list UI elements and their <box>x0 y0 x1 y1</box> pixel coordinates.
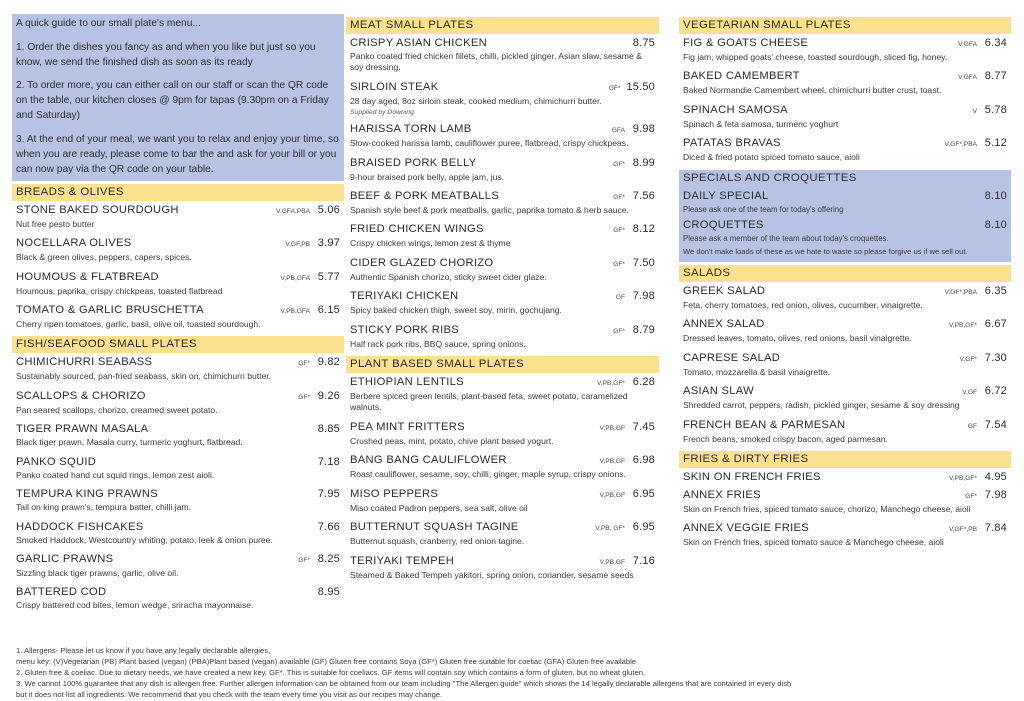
item-description: Skin on French fries, spiced tomato sauce, chorizo, Manchego cheese, aioli <box>683 503 971 514</box>
item-row <box>350 80 655 96</box>
menu-section <box>679 265 1011 445</box>
item-name: TOMATO & GARLIC BRUSCHETTA <box>16 304 204 317</box>
item-price: 4.95 <box>984 470 1007 483</box>
item-name: STONE BAKED SOURDOUGH <box>16 203 179 216</box>
item-price: 5.12 <box>984 137 1007 150</box>
menu-item <box>346 453 659 480</box>
item-row <box>350 36 655 51</box>
menu-item <box>346 487 659 514</box>
item-description: Berbere spiced green lentils, plant-based feta, sweet potato, caramelized walnuts. <box>350 391 628 413</box>
item-name: PANKO SQUID <box>16 455 97 468</box>
item-description: Dressed leaves, tomato, olives, red onions, basil vinaigrette. <box>683 333 912 344</box>
menu-item <box>12 455 344 481</box>
item-description: Steamed & Baked Tempeh yakitori, spring onion, coriander, sesame seeds <box>350 569 634 580</box>
item-row <box>350 156 655 172</box>
menu-section <box>12 336 344 611</box>
item-row <box>350 323 655 339</box>
item-name: ETHIOPIAN LENTILS <box>350 376 464 389</box>
item-description: Skin on French fries, spiced tomato sauce & Manchego cheese, aioli <box>683 537 944 548</box>
item-price: 7.84 <box>984 522 1007 535</box>
item-name: FRIED CHICKEN WINGS <box>350 223 484 236</box>
item-price: 8.75 <box>632 37 655 49</box>
menu-item <box>12 203 344 230</box>
menu-item <box>679 218 1011 244</box>
item-price: 8.10 <box>984 219 1007 232</box>
item-dietary-tags: GF* <box>613 227 625 235</box>
item-row <box>683 136 1007 152</box>
middle-column <box>346 14 659 587</box>
item-name: GARLIC PRAWNS <box>16 552 114 565</box>
item-price: 8.79 <box>632 323 655 336</box>
item-description: Black tiger prawn, Masala curry, turmeric yoghurt, flatbread. <box>16 437 243 448</box>
item-row <box>350 420 655 436</box>
item-row <box>350 375 655 391</box>
menu-item <box>346 554 659 581</box>
item-description: Roast cauliflower, sesame, soy, chilli, ginger, maple syrup, crispy onions. <box>350 469 626 480</box>
item-row <box>683 384 1007 400</box>
menu-section <box>679 451 1011 549</box>
item-dietary-tags: V <box>972 107 977 115</box>
section-heading: BREADS & OLIVES <box>12 184 344 201</box>
menu-item <box>679 521 1011 548</box>
item-dietary-tags: V,GF,PB <box>285 241 310 249</box>
item-price: 8.25 <box>317 552 340 565</box>
guide-title: A quick guide to our small plate's menu... <box>16 18 201 29</box>
item-description: Houmous, paprika, crispy chickpeas, toasted flatbread <box>16 285 223 296</box>
item-price: 7.98 <box>632 290 655 303</box>
item-name: ANNEX VEGGIE FRIES <box>683 522 810 535</box>
item-price: 9.98 <box>632 123 655 136</box>
item-row <box>16 552 340 568</box>
item-price: 7.54 <box>984 418 1007 431</box>
item-dietary-tags: GF* <box>613 327 625 335</box>
item-dietary-tags: V,PB,GFA <box>280 308 310 316</box>
item-price: 6.35 <box>984 284 1007 297</box>
item-row <box>16 303 340 319</box>
item-description: Sustainably sourced, pan-fried seabass, skin on, chimichurri butter. <box>16 371 272 382</box>
item-row <box>350 453 655 469</box>
middle-menu-sections <box>346 17 659 581</box>
menu-item <box>346 375 659 414</box>
section-heading: SPECIALS AND CROQUETTES <box>679 170 1011 187</box>
item-description: Tail on king prawn's, tempura batter, chilli jam. <box>16 502 192 513</box>
right-column <box>679 14 1011 555</box>
guide-paragraph: 1. Order the dishes you fancy as and when you like but just so you know, we send the finished dish as soon as its ready <box>16 42 316 69</box>
item-price: 8.95 <box>317 586 340 599</box>
item-price: 7.18 <box>317 455 340 468</box>
item-dietary-tags: GF* <box>613 194 625 202</box>
item-row <box>16 487 340 502</box>
item-description: Feta, cherry tomatoes, red onion, olives, cucumber, vinaigrette. <box>683 299 923 310</box>
item-name: CRISPY ASIAN CHICKEN <box>350 37 487 49</box>
item-description: Please ask a member of the team about today's croquettes. <box>683 234 889 244</box>
menu-section <box>12 184 344 331</box>
item-row <box>350 554 655 570</box>
item-row <box>683 351 1007 367</box>
item-description: Please ask one of the team for today's offering <box>683 204 844 214</box>
item-description: Half rack pork ribs, BBQ sauce, spring onions. <box>350 338 526 349</box>
left-menu-sections <box>12 184 344 612</box>
item-row <box>350 122 655 138</box>
menu-section <box>346 356 659 581</box>
item-description: Cherry ripen tomatoes, garlic, basil, olive oil, toasted sourdough. <box>16 319 261 330</box>
item-row <box>683 36 1007 52</box>
menu-item <box>12 355 344 382</box>
item-price: 8.85 <box>317 423 340 436</box>
footnote-line: 2. Gluten free & coeliac. Due to dietary needs, we have created a new key, GF*. This is suitable for coeliacs. GF items will contain soy which contains a form of gluten, but no wheat gluten. <box>16 668 646 677</box>
item-description: Black & green olives, peppers, capers, spices. <box>16 252 192 263</box>
item-price: 9.26 <box>317 389 340 402</box>
specials-box <box>679 170 1011 262</box>
item-name: HOUMOUS & FLATBREAD <box>16 270 159 283</box>
item-row <box>16 455 340 470</box>
menu-item <box>12 487 344 513</box>
menu-item <box>346 289 659 316</box>
guide-paragraph: 2. To order more, you can either call on our staff or scan the QR code on the table, our kitchen closes @ 9pm for tapas (9.30pm on a Friday and Saturday) <box>16 80 329 122</box>
item-price: 6.95 <box>632 521 655 534</box>
item-name: TERIYAKI TEMPEH <box>350 554 455 567</box>
item-name: FIG & GOATS CHEESE <box>683 37 809 49</box>
item-dietary-tags: GF* <box>965 492 977 500</box>
item-dietary-tags: GF <box>967 422 977 430</box>
menu-item <box>346 323 659 350</box>
item-name: HARISSA TORN LAMB <box>350 123 472 136</box>
menu-item <box>346 156 659 183</box>
specials-note: We don't make loads of these as we hate to waste so please forgive us if we sell out. <box>683 247 968 257</box>
menu-item <box>679 136 1011 163</box>
item-name: BANG BANG CAULIFLOWER <box>350 454 507 467</box>
item-description: Spanish style beef & pork meatballs, garlic, paprika tomato & herb sauce. <box>350 205 629 216</box>
item-row <box>16 585 340 600</box>
item-dietary-tags: V,GF <box>962 389 977 397</box>
item-description: Crispy battered cod bites, lemon wedge, sriracha mayonnaise. <box>16 600 254 611</box>
menu-item <box>679 69 1011 96</box>
item-description: Nut free pesto butter <box>16 218 95 229</box>
item-price: 7.95 <box>317 488 340 501</box>
item-name: PEA MINT FRITTERS <box>350 420 465 433</box>
menu-item <box>679 103 1011 130</box>
item-price: 5.77 <box>317 270 340 283</box>
item-name: NOCELLARA OLIVES <box>16 237 132 250</box>
item-price: 7.66 <box>317 520 340 533</box>
item-name: BATTERED COD <box>16 586 107 599</box>
item-row <box>16 389 340 405</box>
item-name: HADDOCK FISHCAKES <box>16 520 144 533</box>
item-price: 7.56 <box>632 190 655 203</box>
menu-item <box>346 222 659 249</box>
footnote-line: 3. We cannot 100% guarantee that any dish is allergen free. Further allergen information can be obtained from our team including "The Allergen guide" which shows the 14 legally declarable allergens that are contained in every dish <box>16 679 792 688</box>
item-dietary-tags: GFA <box>611 127 625 135</box>
menu-item <box>679 284 1011 311</box>
section-heading: FRIES & DIRTY FRIES <box>679 451 1011 468</box>
item-name: CHIMICHURRI SEABASS <box>16 356 153 369</box>
menu-section <box>346 17 659 350</box>
item-name: TEMPURA KING PRAWNS <box>16 488 159 501</box>
item-price: 7.30 <box>984 351 1007 364</box>
item-price: 7.16 <box>632 554 655 567</box>
item-row <box>16 203 340 219</box>
section-heading: PLANT BASED SMALL PLATES <box>346 356 659 373</box>
item-dietary-tags: V,PB,GF <box>599 458 625 466</box>
item-description: Butternut squash, cranberry, red onion tagine. <box>350 536 525 547</box>
item-price: 9.82 <box>317 356 340 369</box>
item-price: 6.15 <box>317 304 340 317</box>
menu-item <box>346 122 659 149</box>
item-name: SIRLOIN STEAK <box>350 80 439 93</box>
item-row <box>16 236 340 252</box>
item-row <box>683 317 1007 333</box>
item-row <box>683 418 1007 434</box>
item-dietary-tags: V,PB,GF <box>599 491 625 499</box>
item-row <box>16 270 340 286</box>
item-dietary-tags: V,PB,GF* <box>949 322 977 330</box>
item-dietary-tags: V,GFA <box>958 41 977 48</box>
item-description: Sizzling black tiger prawns, garlic, olive oil. <box>16 567 179 578</box>
item-price: 6.72 <box>984 385 1007 398</box>
item-row <box>16 422 340 437</box>
item-name: SCALLOPS & CHORIZO <box>16 389 146 402</box>
menu-item <box>679 317 1011 344</box>
item-price: 7.98 <box>984 488 1007 501</box>
item-price: 3.97 <box>317 237 340 250</box>
item-dietary-tags: GF <box>615 294 625 302</box>
menu-item <box>346 80 659 117</box>
item-row <box>683 284 1007 300</box>
item-description: Slow-cooked harissa lamb, cauliflower puree, flatbread, crispy chickpeas. <box>350 138 629 149</box>
item-description: 9-hour braised pork belly, apple jam, jus. <box>350 171 505 182</box>
item-name: CAPRESE SALAD <box>683 351 781 364</box>
item-dietary-tags: GF* <box>608 84 621 92</box>
item-name: CROQUETTES <box>683 219 764 232</box>
item-row <box>16 355 340 371</box>
menu-item <box>679 470 1011 486</box>
item-name: SKIN ON FRENCH FRIES <box>683 470 821 483</box>
item-dietary-tags: V,GF* <box>959 355 977 363</box>
item-name: DAILY SPECIAL <box>683 189 769 202</box>
item-dietary-tags: GF* <box>298 393 310 401</box>
item-name: MISO PEPPERS <box>350 487 439 500</box>
item-dietary-tags: V,GF*,PBA <box>944 288 977 296</box>
menu-item <box>679 189 1011 215</box>
menu-item <box>12 585 344 611</box>
item-supplier-note: Supplied by Downing <box>350 109 414 117</box>
item-row <box>683 69 1007 85</box>
item-name: FRENCH BEAN & PARMESAN <box>683 418 846 431</box>
item-name: ANNEX FRIES <box>683 488 761 501</box>
menu-item <box>679 384 1011 411</box>
item-name: TERIYAKI CHICKEN <box>350 290 459 303</box>
menu-item <box>346 520 659 547</box>
item-description: Crispy chicken wings, lemon zest & thyme <box>350 238 511 249</box>
item-name: SPINACH SAMOSA <box>683 103 788 116</box>
menu-item <box>12 520 344 546</box>
item-price: 8.99 <box>632 156 655 169</box>
item-dietary-tags: GF* <box>298 556 310 564</box>
section-heading: FISH/SEAFOOD SMALL PLATES <box>12 336 344 353</box>
item-dietary-tags: V,GF*,PB <box>949 526 977 534</box>
item-dietary-tags: V,PB,GF* <box>597 380 625 388</box>
menu-item <box>12 236 344 263</box>
menu-item <box>346 36 659 74</box>
menu-item <box>346 420 659 447</box>
item-price: 6.98 <box>632 454 655 467</box>
item-name: BUTTERNUT SQUASH TAGINE <box>350 521 519 534</box>
item-price: 7.50 <box>632 256 655 269</box>
item-description: French beans, smoked crispy bacon, aged parmesan. <box>683 433 888 444</box>
section-heading: MEAT SMALL PLATES <box>346 17 659 34</box>
section-heading: SALADS <box>679 265 1011 282</box>
item-dietary-tags: V,PB,GF <box>599 558 625 566</box>
footnote-line: menu key: (V)Vegetarian (PB) Plant based (vegan) (PBA)Plant based (vegan) available (GF) Gluten free contains Soya (GF*) Gluten free suitable for coeliac (GFA) Gluten free available <box>16 657 637 666</box>
item-name: BRAISED PORK BELLY <box>350 156 477 169</box>
vegetarian-section <box>679 17 1011 164</box>
item-description: Smoked Haddock, Westcountry whiting, potato, leek & onion puree. <box>16 534 273 545</box>
menu-item <box>12 422 344 448</box>
item-description: Pan seared scallops, chorizo, creamed sweet potato. <box>16 404 218 415</box>
item-price: 5.78 <box>984 103 1007 116</box>
item-description: 28 day aged, 8oz sirloin steak, cooked medium, chimichurri butter. <box>350 95 602 106</box>
item-price: 8.10 <box>984 189 1007 202</box>
item-description: Diced & fried potato spiced tomato sauce, aioli <box>683 152 860 163</box>
menu-item <box>12 389 344 416</box>
item-dietary-tags: V,PB,GF <box>599 424 625 432</box>
item-dietary-tags: V,PB, GF* <box>595 525 625 533</box>
item-row <box>683 103 1007 119</box>
menu-item <box>679 418 1011 445</box>
menu-item <box>346 256 659 283</box>
item-row <box>350 189 655 205</box>
section-heading: VEGETARIAN SMALL PLATES <box>679 17 1011 34</box>
menu-item <box>679 351 1011 378</box>
menu-item <box>679 36 1011 63</box>
footnote-line: but it does not list all ingredients. We recommend that you check with the team every time you visit as our recipes may change. <box>16 690 443 699</box>
item-row <box>350 222 655 238</box>
item-description: Crushed peas, mint, potato, chive plant based yogurt. <box>350 435 554 446</box>
item-price: 6.95 <box>632 487 655 500</box>
item-row <box>350 520 655 536</box>
item-name: STICKY PORK RIBS <box>350 323 460 336</box>
item-description: Authentic Spanish chorizo, sticky sweet cider glaze. <box>350 271 547 282</box>
item-name: TIGER PRAWN MASALA <box>16 423 149 436</box>
item-description: Spinach & feta samosa, turmeric yoghurt <box>683 118 839 129</box>
item-description: Miso coated Padron peppers, sea salt, olive oil <box>350 502 528 513</box>
item-name: ANNEX SALAD <box>683 318 765 331</box>
item-row <box>683 521 1007 537</box>
item-dietary-tags: GF* <box>613 260 625 268</box>
item-row <box>350 289 655 305</box>
menu-section <box>679 17 1011 164</box>
item-dietary-tags: GF* <box>613 160 625 168</box>
guide-paragraph: 3. At the end of your meal, we want you to relax and enjoy your time, so when you are ready, please come to bar the and ask for your bill or you can now pay via the QR code on your table. <box>16 133 339 175</box>
item-description: Panko coated hand cut squid rings, lemon zest aioli. <box>16 469 215 480</box>
item-row <box>683 488 1007 504</box>
item-price: 5.06 <box>317 203 340 216</box>
item-description: Panko coated fried chicken fillets, chilli, pickled ginger, Asian slaw, sesame & soy dressing. <box>350 51 642 73</box>
item-price: 6.34 <box>984 37 1007 49</box>
footnote-line: 1. Allergens- Please let us know if you have any legally declarable allergies, <box>16 646 271 655</box>
menu-item <box>346 189 659 216</box>
item-description: Shredded carrot, peppers, radish, pickled ginger, sesame & soy dressing <box>683 400 960 411</box>
item-price: 6.28 <box>632 376 655 389</box>
menu-item <box>12 303 344 330</box>
item-name: BAKED CAMEMBERT <box>683 70 800 83</box>
quick-guide-box <box>12 14 344 181</box>
item-description: Baked Normandie Camembert wheel, chimichurri butter crust, toast. <box>683 85 942 96</box>
item-dietary-tags: V,PB,GFA <box>280 274 310 282</box>
item-dietary-tags: V,GF*,PBA <box>944 141 977 149</box>
right-menu-sections <box>679 265 1011 549</box>
item-price: 7.45 <box>632 420 655 433</box>
item-description: Tomato, mozzarella & basil vinaigrette. <box>683 366 831 377</box>
left-column <box>12 14 344 618</box>
item-row <box>350 487 655 503</box>
item-description: Spicy baked chicken thigh, sweet soy, mirin, gochujang. <box>350 305 562 316</box>
menu-item <box>12 552 344 579</box>
menu-item <box>12 270 344 297</box>
item-dietary-tags: V,PB,GF* <box>949 474 977 482</box>
item-name: PATATAS BRAVAS <box>683 137 781 150</box>
item-row <box>683 470 1007 486</box>
item-description: Fig jam, whipped goats' cheese, toasted sourdough, sliced fig, honey. <box>683 52 948 62</box>
menu-item <box>679 488 1011 515</box>
item-row <box>350 256 655 272</box>
item-name: CIDER GLAZED CHORIZO <box>350 256 494 269</box>
item-price: 15.50 <box>626 80 655 93</box>
item-price: 8.77 <box>984 70 1007 83</box>
item-name: ASIAN SLAW <box>683 385 754 398</box>
item-name: BEEF & PORK MEATBALLS <box>350 190 500 203</box>
item-price: 8.12 <box>632 223 655 236</box>
item-dietary-tags: V,GFA <box>958 74 977 82</box>
item-dietary-tags: GF* <box>298 360 310 368</box>
allergen-footnotes <box>16 645 1016 700</box>
item-price: 6.67 <box>984 318 1007 331</box>
item-name: GREEK SALAD <box>683 284 766 297</box>
item-dietary-tags: V,GFA,PBA <box>276 207 310 215</box>
item-row <box>16 520 340 535</box>
